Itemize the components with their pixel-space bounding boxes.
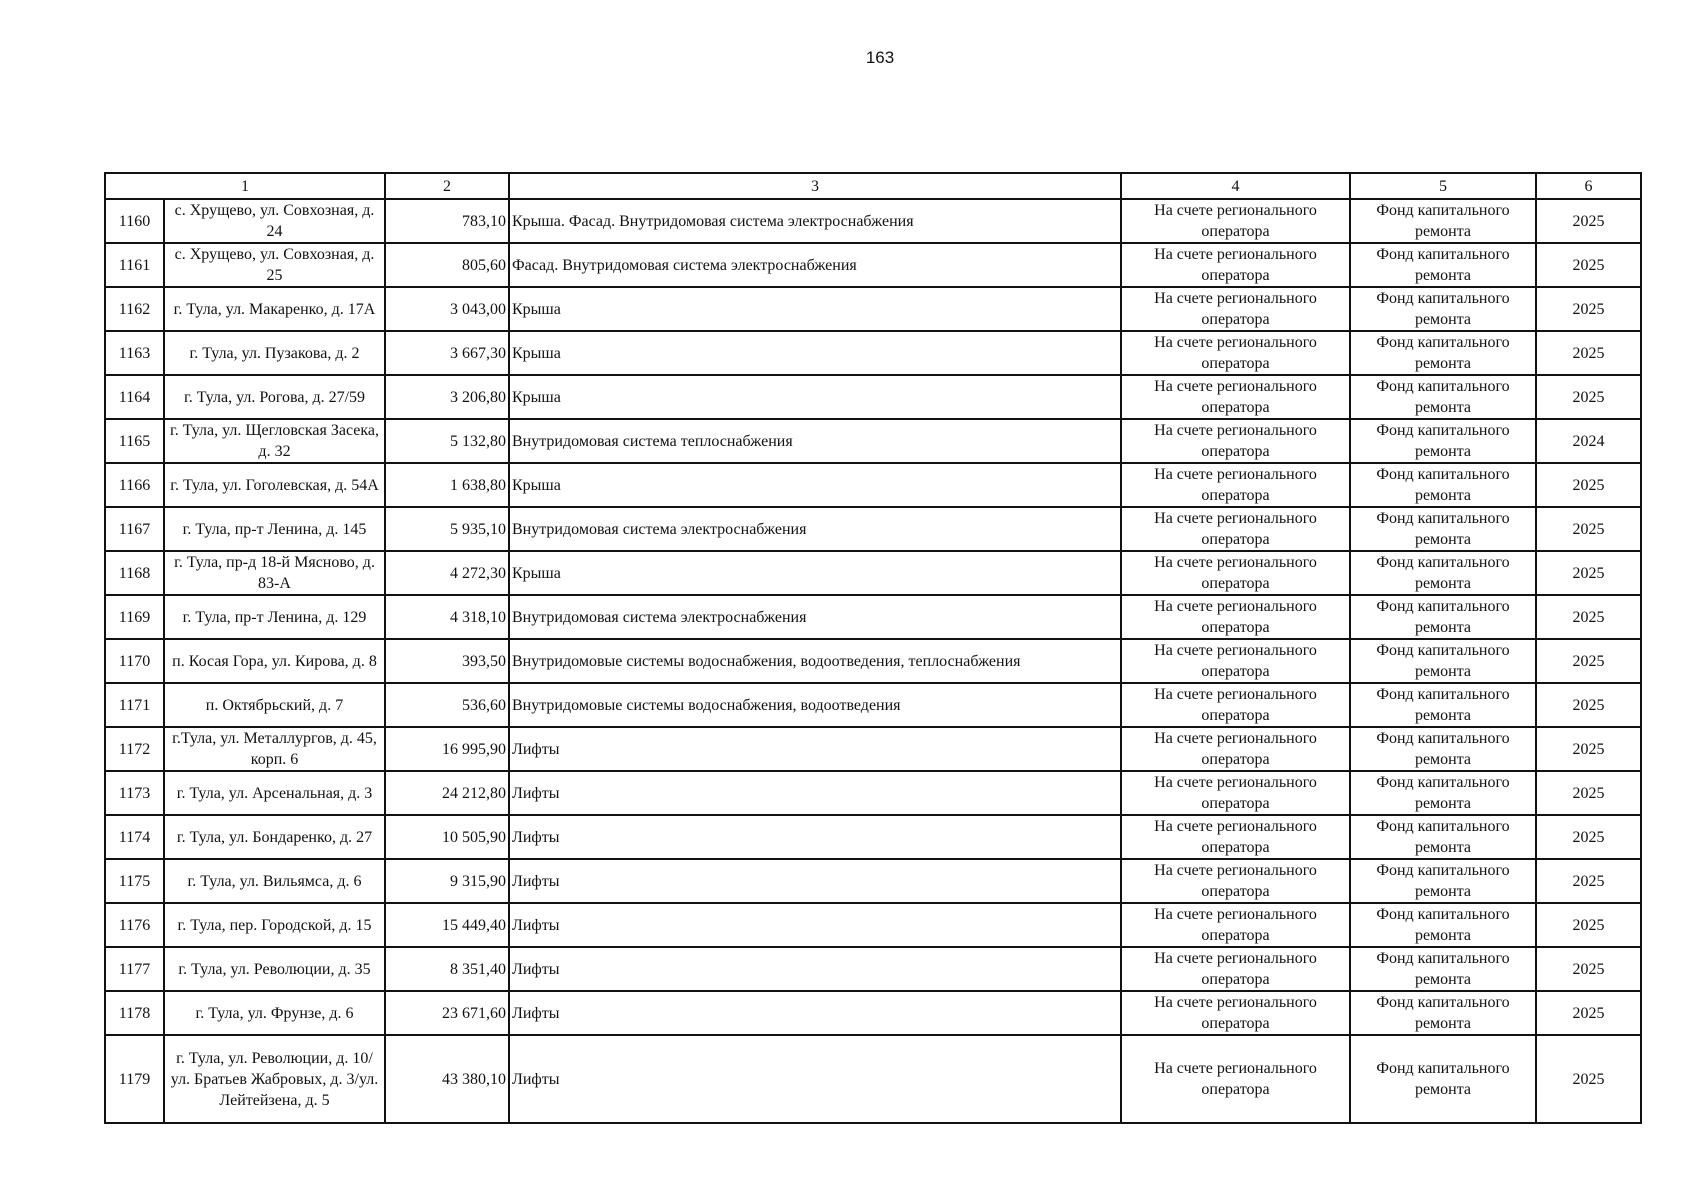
works-cell: Лифты xyxy=(509,947,1121,991)
year-cell: 2025 xyxy=(1536,375,1641,419)
table-row xyxy=(105,991,1641,1035)
area-cell: 3 667,30 xyxy=(385,331,509,375)
works-cell: Крыша xyxy=(509,551,1121,595)
funding-source-cell: Фонд капитального ремонта xyxy=(1350,463,1536,507)
table-row xyxy=(105,947,1641,991)
address-cell: г. Тула, пер. Городской, д. 15 xyxy=(164,903,385,947)
row-number: 1173 xyxy=(105,771,164,815)
table-row xyxy=(105,507,1641,551)
address-cell: г. Тула, ул. Щегловская Засека, д. 32 xyxy=(164,419,385,463)
table-row xyxy=(105,639,1641,683)
table-row xyxy=(105,287,1641,331)
account-cell: На счете регионального оператора xyxy=(1121,639,1350,683)
header-row xyxy=(105,173,1641,199)
table-row xyxy=(105,771,1641,815)
row-number: 1176 xyxy=(105,903,164,947)
row-number: 1160 xyxy=(105,199,164,243)
year-cell: 2025 xyxy=(1536,199,1641,243)
works-cell: Внутридомовые системы водоснабжения, водоотведения xyxy=(509,683,1121,727)
works-cell: Лифты xyxy=(509,815,1121,859)
funding-source-cell: Фонд капитального ремонта xyxy=(1350,595,1536,639)
address-cell: с. Хрущево, ул. Совхозная, д. 24 xyxy=(164,199,385,243)
page-number: 163 xyxy=(865,48,895,67)
row-number: 1169 xyxy=(105,595,164,639)
row-number: 1175 xyxy=(105,859,164,903)
account-cell: На счете регионального оператора xyxy=(1121,375,1350,419)
area-cell: 783,10 xyxy=(385,199,509,243)
funding-source-cell: Фонд капитального ремонта xyxy=(1350,947,1536,991)
address-cell: г. Тула, ул. Революции, д. 10/ул. Братьев Жабровых, д. 3/ул. Лейтейзена, д. 5 xyxy=(164,1035,385,1123)
row-number: 1163 xyxy=(105,331,164,375)
area-cell: 16 995,90 xyxy=(385,727,509,771)
account-cell: На счете регионального оператора xyxy=(1121,287,1350,331)
year-cell: 2025 xyxy=(1536,1035,1641,1123)
funding-source-cell: Фонд капитального ремонта xyxy=(1350,243,1536,287)
works-cell: Крыша. Фасад. Внутридомовая система электроснабжения xyxy=(509,199,1121,243)
works-cell: Крыша xyxy=(509,331,1121,375)
area-cell: 4 272,30 xyxy=(385,551,509,595)
row-number: 1170 xyxy=(105,639,164,683)
header-cell-3: 3 xyxy=(509,173,1121,199)
year-cell: 2025 xyxy=(1536,463,1641,507)
account-cell: На счете регионального оператора xyxy=(1121,727,1350,771)
address-cell: г. Тула, ул. Пузакова, д. 2 xyxy=(164,331,385,375)
header-cell-4: 4 xyxy=(1121,173,1350,199)
year-cell: 2025 xyxy=(1536,727,1641,771)
table-row xyxy=(105,815,1641,859)
works-cell: Внутридомовая система теплоснабжения xyxy=(509,419,1121,463)
address-cell: г. Тула, пр-т Ленина, д. 145 xyxy=(164,507,385,551)
address-cell: г. Тула, ул. Революции, д. 35 xyxy=(164,947,385,991)
address-cell: г. Тула, ул. Бондаренко, д. 27 xyxy=(164,815,385,859)
account-cell: На счете регионального оператора xyxy=(1121,815,1350,859)
area-cell: 8 351,40 xyxy=(385,947,509,991)
row-number: 1178 xyxy=(105,991,164,1035)
funding-source-cell: Фонд капитального ремонта xyxy=(1350,419,1536,463)
year-cell: 2025 xyxy=(1536,903,1641,947)
table-row xyxy=(105,683,1641,727)
works-cell: Крыша xyxy=(509,375,1121,419)
year-cell: 2025 xyxy=(1536,815,1641,859)
account-cell: На счете регионального оператора xyxy=(1121,771,1350,815)
funding-source-cell: Фонд капитального ремонта xyxy=(1350,1035,1536,1123)
year-cell: 2025 xyxy=(1536,683,1641,727)
area-cell: 43 380,10 xyxy=(385,1035,509,1123)
works-cell: Внутридомовая система электроснабжения xyxy=(509,507,1121,551)
funding-source-cell: Фонд капитального ремонта xyxy=(1350,991,1536,1035)
year-cell: 2025 xyxy=(1536,331,1641,375)
account-cell: На счете регионального оператора xyxy=(1121,683,1350,727)
account-cell: На счете регионального оператора xyxy=(1121,903,1350,947)
table-row xyxy=(105,463,1641,507)
area-cell: 15 449,40 xyxy=(385,903,509,947)
funding-source-cell: Фонд капитального ремонта xyxy=(1350,903,1536,947)
address-cell: с. Хрущево, ул. Совхозная, д. 25 xyxy=(164,243,385,287)
address-cell: г. Тула, ул. Гоголевская, д. 54А xyxy=(164,463,385,507)
works-cell: Лифты xyxy=(509,991,1121,1035)
table-row xyxy=(105,727,1641,771)
works-cell: Крыша xyxy=(509,287,1121,331)
funding-source-cell: Фонд капитального ремонта xyxy=(1350,815,1536,859)
header-cell-2: 2 xyxy=(385,173,509,199)
area-cell: 23 671,60 xyxy=(385,991,509,1035)
row-number: 1161 xyxy=(105,243,164,287)
table-row xyxy=(105,331,1641,375)
funding-source-cell: Фонд капитального ремонта xyxy=(1350,859,1536,903)
year-cell: 2025 xyxy=(1536,639,1641,683)
table-row xyxy=(105,199,1641,243)
works-cell: Лифты xyxy=(509,1035,1121,1123)
area-cell: 10 505,90 xyxy=(385,815,509,859)
funding-source-cell: Фонд капитального ремонта xyxy=(1350,287,1536,331)
header-cell-6: 6 xyxy=(1536,173,1641,199)
row-number: 1165 xyxy=(105,419,164,463)
area-cell: 9 315,90 xyxy=(385,859,509,903)
row-number: 1174 xyxy=(105,815,164,859)
table-row xyxy=(105,595,1641,639)
account-cell: На счете регионального оператора xyxy=(1121,419,1350,463)
year-cell: 2025 xyxy=(1536,859,1641,903)
works-cell: Лифты xyxy=(509,771,1121,815)
row-number: 1168 xyxy=(105,551,164,595)
year-cell: 2025 xyxy=(1536,507,1641,551)
works-cell: Внутридомовые системы водоснабжения, водоотведения, теплоснабжения xyxy=(509,639,1121,683)
account-cell: На счете регионального оператора xyxy=(1121,991,1350,1035)
funding-source-cell: Фонд капитального ремонта xyxy=(1350,375,1536,419)
funding-source-cell: Фонд капитального ремонта xyxy=(1350,683,1536,727)
works-cell: Фасад. Внутридомовая система электроснабжения xyxy=(509,243,1121,287)
area-cell: 5 132,80 xyxy=(385,419,509,463)
area-cell: 5 935,10 xyxy=(385,507,509,551)
address-cell: п. Октябрьский, д. 7 xyxy=(164,683,385,727)
account-cell: На счете регионального оператора xyxy=(1121,199,1350,243)
funding-source-cell: Фонд капитального ремонта xyxy=(1350,727,1536,771)
works-cell: Крыша xyxy=(509,463,1121,507)
year-cell: 2025 xyxy=(1536,243,1641,287)
year-cell: 2025 xyxy=(1536,771,1641,815)
account-cell: На счете регионального оператора xyxy=(1121,507,1350,551)
funding-source-cell: Фонд капитального ремонта xyxy=(1350,551,1536,595)
account-cell: На счете регионального оператора xyxy=(1121,551,1350,595)
year-cell: 2025 xyxy=(1536,947,1641,991)
year-cell: 2025 xyxy=(1536,287,1641,331)
row-number: 1179 xyxy=(105,1035,164,1123)
year-cell: 2025 xyxy=(1536,551,1641,595)
address-cell: г. Тула, ул. Макаренко, д. 17А xyxy=(164,287,385,331)
year-cell: 2025 xyxy=(1536,991,1641,1035)
row-number: 1162 xyxy=(105,287,164,331)
address-cell: г. Тула, пр-д 18-й Мясново, д. 83-А xyxy=(164,551,385,595)
funding-source-cell: Фонд капитального ремонта xyxy=(1350,639,1536,683)
area-cell: 393,50 xyxy=(385,639,509,683)
address-cell: г. Тула, ул. Фрунзе, д. 6 xyxy=(164,991,385,1035)
table-row xyxy=(105,419,1641,463)
account-cell: На счете регионального оператора xyxy=(1121,859,1350,903)
account-cell: На счете регионального оператора xyxy=(1121,1035,1350,1123)
address-cell: г.Тула, ул. Металлургов, д. 45, корп. 6 xyxy=(164,727,385,771)
table-row xyxy=(105,859,1641,903)
area-cell: 24 212,80 xyxy=(385,771,509,815)
capital-repair-table xyxy=(104,172,1642,1124)
table-row xyxy=(105,1035,1641,1123)
area-cell: 1 638,80 xyxy=(385,463,509,507)
account-cell: На счете регионального оператора xyxy=(1121,463,1350,507)
row-number: 1167 xyxy=(105,507,164,551)
table-row xyxy=(105,375,1641,419)
works-cell: Внутридомовая система электроснабжения xyxy=(509,595,1121,639)
address-cell: г. Тула, ул. Арсенальная, д. 3 xyxy=(164,771,385,815)
works-cell: Лифты xyxy=(509,903,1121,947)
works-cell: Лифты xyxy=(509,859,1121,903)
address-cell: г. Тула, ул. Вильямса, д. 6 xyxy=(164,859,385,903)
table-row xyxy=(105,551,1641,595)
account-cell: На счете регионального оператора xyxy=(1121,947,1350,991)
header-cell-5: 5 xyxy=(1350,173,1536,199)
header-cell-1: 1 xyxy=(105,173,385,199)
works-cell: Лифты xyxy=(509,727,1121,771)
area-cell: 805,60 xyxy=(385,243,509,287)
row-number: 1166 xyxy=(105,463,164,507)
account-cell: На счете регионального оператора xyxy=(1121,243,1350,287)
address-cell: п. Косая Гора, ул. Кирова, д. 8 xyxy=(164,639,385,683)
area-cell: 4 318,10 xyxy=(385,595,509,639)
funding-source-cell: Фонд капитального ремонта xyxy=(1350,507,1536,551)
row-number: 1164 xyxy=(105,375,164,419)
year-cell: 2025 xyxy=(1536,595,1641,639)
table-row xyxy=(105,243,1641,287)
area-cell: 536,60 xyxy=(385,683,509,727)
table-row xyxy=(105,903,1641,947)
account-cell: На счете регионального оператора xyxy=(1121,331,1350,375)
year-cell: 2024 xyxy=(1536,419,1641,463)
funding-source-cell: Фонд капитального ремонта xyxy=(1350,199,1536,243)
funding-source-cell: Фонд капитального ремонта xyxy=(1350,331,1536,375)
address-cell: г. Тула, пр-т Ленина, д. 129 xyxy=(164,595,385,639)
area-cell: 3 043,00 xyxy=(385,287,509,331)
funding-source-cell: Фонд капитального ремонта xyxy=(1350,771,1536,815)
area-cell: 3 206,80 xyxy=(385,375,509,419)
row-number: 1172 xyxy=(105,727,164,771)
account-cell: На счете регионального оператора xyxy=(1121,595,1350,639)
row-number: 1177 xyxy=(105,947,164,991)
row-number: 1171 xyxy=(105,683,164,727)
address-cell: г. Тула, ул. Рогова, д. 27/59 xyxy=(164,375,385,419)
